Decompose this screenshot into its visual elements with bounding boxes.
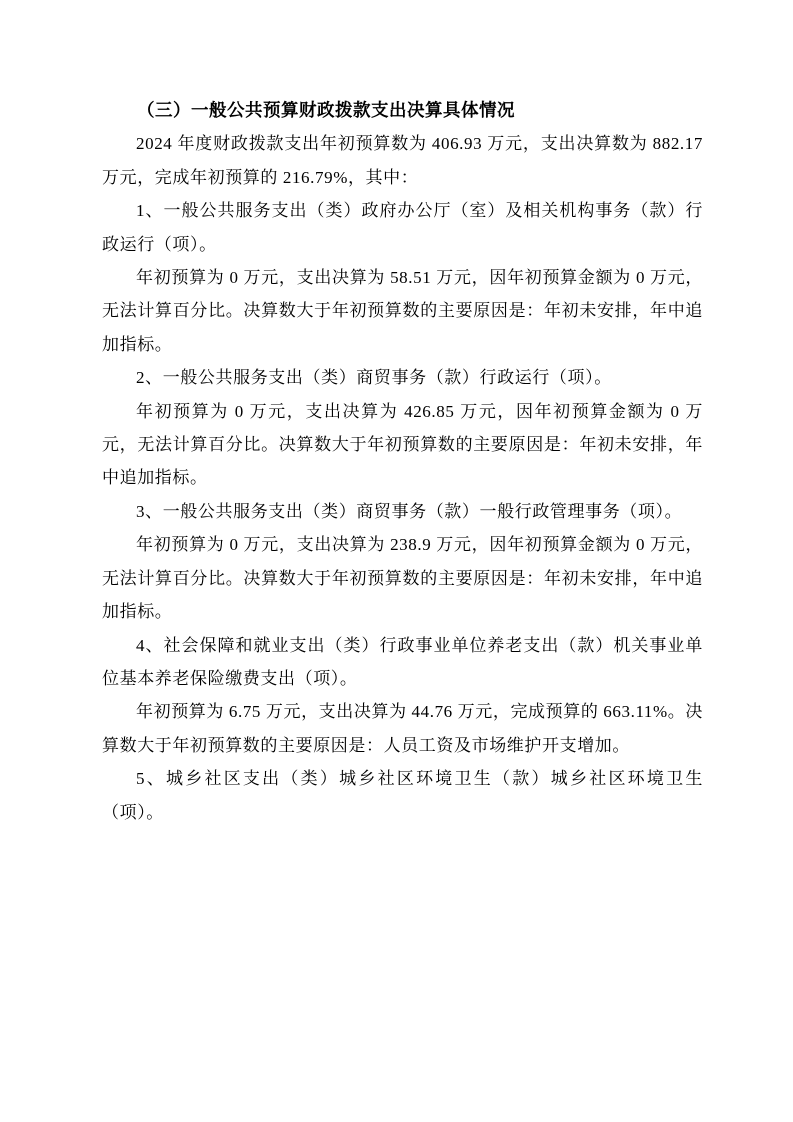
paragraph-item-4-detail: 年初预算为 6.75 万元，支出决算为 44.76 万元，完成预算的 663.11%。决算数大于年初预算数的主要原因是：人员工资及市场维护开支增加。 <box>102 702 703 755</box>
paragraph-item-1-title: 1、一般公共服务支出（类）政府办公厅（室）及相关机构事务（款）行政运行（项）。 <box>102 201 703 254</box>
paragraph-item-5-title: 5、城乡社区支出（类）城乡社区环境卫生（款）城乡社区环境卫生（项）。 <box>102 769 703 822</box>
paragraph-item-1-detail: 年初预算为 0 万元，支出决算为 58.51 万元，因年初预算金额为 0 万元，无法计算百分比。决算数大于年初预算数的主要原因是：年初未安排，年中追加指标。 <box>102 268 703 354</box>
document-content <box>102 94 703 829</box>
paragraph-intro-budget-summary: 2024 年度财政拨款支出年初预算数为 406.93 万元，支出决算数为 882.17 万元，完成年初预算的 216.79%，其中： <box>102 134 703 187</box>
section-heading: （三）一般公共预算财政拨款支出决算具体情况 <box>137 100 515 120</box>
paragraph-item-4-title: 4、社会保障和就业支出（类）行政事业单位养老支出（款）机关事业单位基本养老保险缴费支出（项）。 <box>102 635 703 688</box>
paragraph-item-3-title: 3、一般公共服务支出（类）商贸事务（款）一般行政管理事务（项）。 <box>136 501 683 521</box>
paragraph-item-2-detail: 年初预算为 0 万元，支出决算为 426.85 万元，因年初预算金额为 0 万元，无法计算百分比。决算数大于年初预算数的主要原因是：年初未安排，年中追加指标。 <box>102 401 703 488</box>
paragraph-item-2-title: 2、一般公共服务支出（类）商贸事务（款）行政运行（项）。 <box>136 368 612 388</box>
paragraph-item-3-detail: 年初预算为 0 万元，支出决算为 238.9 万元，因年初预算金额为 0 万元，无法计算百分比。决算数大于年初预算数的主要原因是：年初未安排，年中追加指标。 <box>102 535 703 622</box>
